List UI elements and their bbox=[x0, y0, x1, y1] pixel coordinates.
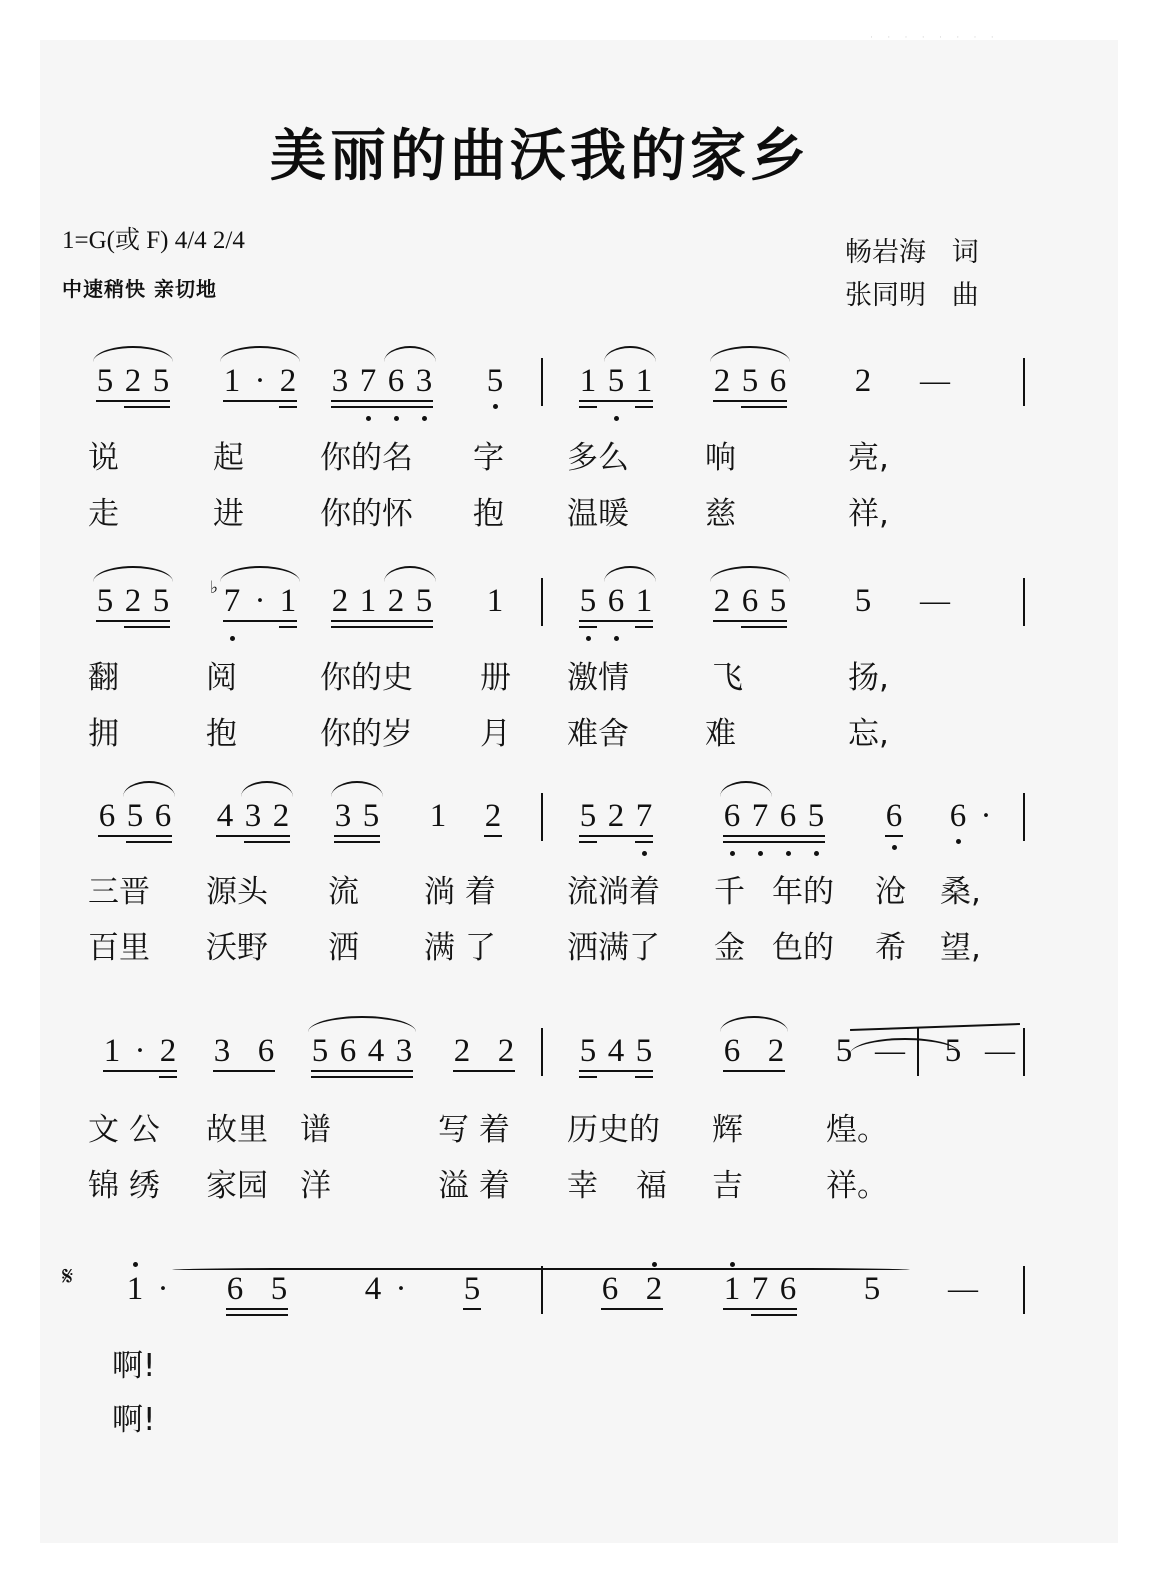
barline bbox=[541, 793, 543, 841]
underline-beam bbox=[635, 841, 653, 843]
augmentation-dot: · bbox=[134, 1033, 146, 1069]
underline-beam bbox=[579, 620, 653, 622]
note: 5 bbox=[741, 363, 759, 399]
underline-beam bbox=[713, 620, 787, 622]
lyric-syllable: 亮, bbox=[848, 440, 889, 476]
underline-beam bbox=[723, 1308, 797, 1310]
lyric-syllable: 历史的 bbox=[567, 1112, 660, 1148]
lyric-syllable: 册 bbox=[480, 660, 511, 696]
lyric-syllable: 希 bbox=[875, 930, 906, 966]
note: 1 bbox=[223, 363, 241, 399]
lyric-syllable: 响 bbox=[705, 440, 736, 476]
barline bbox=[1023, 1028, 1025, 1076]
octave-dot-below bbox=[394, 416, 399, 421]
octave-dot-below bbox=[614, 636, 619, 641]
note: 4 bbox=[364, 1271, 382, 1307]
underline-beam bbox=[279, 406, 297, 408]
note: 2 bbox=[713, 363, 731, 399]
note: 5 bbox=[96, 363, 114, 399]
octave-dot-above bbox=[730, 1262, 735, 1267]
note: 5 bbox=[152, 583, 170, 619]
note: 6 bbox=[226, 1271, 244, 1307]
lyric-syllable: 源头 bbox=[206, 874, 268, 910]
note: 2 bbox=[159, 1033, 177, 1069]
flat-sign: ♭ bbox=[210, 578, 219, 597]
lyric-syllable: 煌。 bbox=[826, 1112, 888, 1148]
note: 3 bbox=[334, 798, 352, 834]
note: 6 bbox=[885, 798, 903, 834]
augmentation-dot: · bbox=[157, 1271, 169, 1307]
underline-beam bbox=[96, 400, 170, 402]
underline-beam bbox=[279, 626, 297, 628]
underline-beam bbox=[124, 626, 170, 628]
underline-beam bbox=[579, 406, 597, 408]
note: 5 bbox=[579, 1033, 597, 1069]
barline bbox=[541, 1028, 543, 1076]
note: 6 bbox=[949, 798, 967, 834]
underline-beam bbox=[741, 406, 787, 408]
underline-beam bbox=[216, 835, 290, 837]
octave-dot-below bbox=[493, 404, 498, 409]
lyric-syllable: 沧 bbox=[875, 874, 906, 910]
note: 7 bbox=[751, 798, 769, 834]
lyric-syllable: 故里 bbox=[206, 1112, 268, 1148]
underline-beam bbox=[723, 1070, 785, 1072]
lyric-syllable: 啊! bbox=[112, 1402, 156, 1438]
underline-beam bbox=[96, 620, 170, 622]
underline-beam bbox=[331, 626, 433, 628]
note: 6 bbox=[98, 798, 116, 834]
underline-beam bbox=[484, 835, 502, 837]
lyric-syllable: 进 bbox=[213, 496, 244, 532]
lyric-syllable: 洒 bbox=[328, 930, 359, 966]
barline bbox=[1023, 358, 1025, 406]
note: 1 bbox=[279, 583, 297, 619]
lyric-syllable: 锦 绣 bbox=[88, 1168, 160, 1204]
lyric-syllable: 祥。 bbox=[826, 1168, 888, 1204]
lyric-syllable: 抱 bbox=[473, 496, 504, 532]
note: 3 bbox=[331, 363, 349, 399]
note: 6 bbox=[779, 798, 797, 834]
lyric-syllable: 洒满了 bbox=[567, 930, 660, 966]
lyric-syllable: 年的 bbox=[772, 874, 834, 910]
underline-beam bbox=[635, 406, 653, 408]
lyric-syllable: 幸 bbox=[567, 1168, 598, 1204]
note: 5 bbox=[854, 583, 872, 619]
barline bbox=[1023, 1266, 1025, 1314]
note: 6 bbox=[387, 363, 405, 399]
lyric-syllable: 拥 bbox=[88, 716, 119, 752]
underline-beam bbox=[723, 841, 825, 843]
lyric-syllable: 家园 bbox=[206, 1168, 268, 1204]
underline-beam bbox=[463, 1308, 481, 1310]
tempo-marking: 中速稍快 亲切地 bbox=[62, 277, 217, 301]
lyric-syllable: 千 bbox=[714, 874, 745, 910]
barline bbox=[541, 578, 543, 626]
octave-dot-below bbox=[786, 851, 791, 856]
underline-beam bbox=[244, 841, 290, 843]
lyric-syllable: 桑, bbox=[940, 874, 981, 910]
underline-beam bbox=[579, 400, 653, 402]
note: 4 bbox=[367, 1033, 385, 1069]
lyric-syllable: 说 bbox=[88, 440, 119, 476]
underline-beam bbox=[635, 626, 653, 628]
note: 7 bbox=[359, 363, 377, 399]
underline-beam bbox=[579, 835, 653, 837]
lyric-syllable: 啊! bbox=[112, 1348, 156, 1384]
lyric-syllable: 色的 bbox=[772, 930, 834, 966]
lyric-syllable: 望, bbox=[940, 930, 981, 966]
note: 2 bbox=[497, 1033, 515, 1069]
note: 6 bbox=[723, 798, 741, 834]
note: 5 bbox=[96, 583, 114, 619]
octave-dot-below bbox=[758, 851, 763, 856]
underline-beam bbox=[331, 406, 433, 408]
underline-beam bbox=[226, 1308, 288, 1310]
lyric-syllable: 写 着 bbox=[438, 1112, 510, 1148]
sustain-dash: — bbox=[875, 1034, 905, 1067]
note: 5 bbox=[126, 798, 144, 834]
note: 2 bbox=[713, 583, 731, 619]
note: 6 bbox=[741, 583, 759, 619]
note: 5 bbox=[579, 798, 597, 834]
note: 6 bbox=[723, 1033, 741, 1069]
octave-dot-below bbox=[892, 845, 897, 850]
lyric-syllable: 多么 bbox=[567, 440, 629, 476]
note: 5 bbox=[270, 1271, 288, 1307]
note: 2 bbox=[124, 583, 142, 619]
underline-beam bbox=[751, 1314, 797, 1316]
underline-beam bbox=[311, 1076, 413, 1078]
lyric-syllable: 满 了 bbox=[424, 930, 496, 966]
lyric-syllable: 溢 着 bbox=[438, 1168, 510, 1204]
barline bbox=[541, 1266, 543, 1314]
note: 5 bbox=[807, 798, 825, 834]
lyric-syllable: 阅 bbox=[206, 660, 237, 696]
augmentation-dot: · bbox=[980, 798, 992, 834]
note: 7 bbox=[223, 583, 241, 619]
note: 1 bbox=[635, 363, 653, 399]
note: 7 bbox=[635, 798, 653, 834]
note: 2 bbox=[484, 798, 502, 834]
phrase-slur bbox=[172, 1268, 910, 1270]
sustain-dash: — bbox=[920, 364, 950, 397]
underline-beam bbox=[601, 1308, 663, 1310]
augmentation-dot: · bbox=[254, 363, 266, 399]
underline-beam bbox=[223, 400, 297, 402]
note: 4 bbox=[216, 798, 234, 834]
lyric-syllable: 流淌着 bbox=[567, 874, 660, 910]
barline bbox=[1023, 578, 1025, 626]
underline-beam bbox=[159, 1076, 177, 1078]
note: 1 bbox=[126, 1271, 144, 1307]
note: 5 bbox=[579, 583, 597, 619]
note: 2 bbox=[387, 583, 405, 619]
lyric-syllable: 谱 bbox=[300, 1112, 331, 1148]
note: 2 bbox=[854, 363, 872, 399]
note: 2 bbox=[272, 798, 290, 834]
note: 5 bbox=[152, 363, 170, 399]
lyric-syllable: 洋 bbox=[300, 1168, 331, 1204]
note: 2 bbox=[124, 363, 142, 399]
underline-beam bbox=[741, 626, 787, 628]
note: 1 bbox=[486, 583, 504, 619]
note: 6 bbox=[607, 583, 625, 619]
lyric-syllable: 飞 bbox=[712, 660, 743, 696]
note: 5 bbox=[362, 798, 380, 834]
key-signature: 1=G(或 F) 4/4 2/4 bbox=[62, 227, 245, 254]
barline bbox=[541, 358, 543, 406]
note: 5 bbox=[835, 1033, 853, 1069]
song-title: 美丽的曲沃我的家乡 bbox=[270, 124, 810, 189]
lyric-syllable: 扬, bbox=[848, 660, 889, 696]
corner-mark: · · · · · · · · bbox=[870, 32, 1000, 42]
composer-credit: 张同明 曲 bbox=[845, 280, 979, 311]
octave-dot-below bbox=[586, 636, 591, 641]
note: 6 bbox=[601, 1271, 619, 1307]
lyric-syllable: 温暖 bbox=[567, 496, 629, 532]
underline-beam bbox=[579, 1070, 653, 1072]
note: 1 bbox=[579, 363, 597, 399]
octave-dot-below bbox=[366, 416, 371, 421]
underline-beam bbox=[579, 841, 597, 843]
note: 7 bbox=[751, 1271, 769, 1307]
lyric-syllable: 月 bbox=[480, 716, 511, 752]
note: 1 bbox=[723, 1271, 741, 1307]
lyric-syllable: 难舍 bbox=[567, 716, 629, 752]
underline-beam bbox=[334, 835, 380, 837]
octave-dot-above bbox=[133, 1262, 138, 1267]
underline-beam bbox=[126, 841, 172, 843]
octave-dot-below bbox=[814, 851, 819, 856]
underline-beam bbox=[213, 1070, 275, 1072]
lyric-syllable: 忘, bbox=[848, 716, 889, 752]
lyric-syllable: 激情 bbox=[567, 660, 629, 696]
note: 5 bbox=[863, 1271, 881, 1307]
lyric-syllable: 沃野 bbox=[206, 930, 268, 966]
lyric-syllable: 祥, bbox=[848, 496, 889, 532]
lyric-syllable: 金 bbox=[714, 930, 745, 966]
note: 6 bbox=[154, 798, 172, 834]
underline-beam bbox=[334, 841, 380, 843]
lyric-syllable: 字 bbox=[473, 440, 504, 476]
lyric-syllable: 翻 bbox=[88, 660, 119, 696]
note: 5 bbox=[463, 1271, 481, 1307]
lyric-syllable: 你的怀 bbox=[320, 496, 413, 532]
octave-dot-below bbox=[730, 851, 735, 856]
underline-beam bbox=[713, 400, 787, 402]
note: 1 bbox=[103, 1033, 121, 1069]
lyric-syllable: 流 bbox=[328, 874, 359, 910]
underline-beam bbox=[579, 1076, 597, 1078]
lyric-syllable: 难 bbox=[705, 716, 736, 752]
sustain-dash: — bbox=[985, 1034, 1015, 1067]
sustain-dash: — bbox=[920, 584, 950, 617]
augmentation-dot: · bbox=[395, 1271, 407, 1307]
octave-dot-below bbox=[956, 839, 961, 844]
underline-beam bbox=[223, 620, 297, 622]
lyric-syllable: 慈 bbox=[705, 496, 736, 532]
underline-beam bbox=[331, 620, 433, 622]
underline-beam bbox=[453, 1070, 515, 1072]
underline-beam bbox=[885, 835, 903, 837]
note: 5 bbox=[635, 1033, 653, 1069]
lyric-syllable: 你的史 bbox=[320, 660, 413, 696]
note: 5 bbox=[769, 583, 787, 619]
note: 5 bbox=[944, 1033, 962, 1069]
lyric-syllable: 抱 bbox=[206, 716, 237, 752]
octave-dot-above bbox=[652, 1262, 657, 1267]
note: 5 bbox=[415, 583, 433, 619]
note: 1 bbox=[359, 583, 377, 619]
note: 5 bbox=[311, 1033, 329, 1069]
note: 1 bbox=[635, 583, 653, 619]
note: 3 bbox=[213, 1033, 231, 1069]
note: 2 bbox=[279, 363, 297, 399]
note: 2 bbox=[453, 1033, 471, 1069]
lyric-syllable: 你的岁 bbox=[320, 716, 413, 752]
note: 2 bbox=[645, 1271, 663, 1307]
augmentation-dot: · bbox=[254, 583, 266, 619]
note: 5 bbox=[607, 363, 625, 399]
lyricist-credit: 畅岩海 词 bbox=[845, 237, 979, 268]
note: 3 bbox=[415, 363, 433, 399]
barline bbox=[1023, 793, 1025, 841]
lyric-syllable: 文 公 bbox=[88, 1112, 160, 1148]
segno-icon: 𝄋 bbox=[62, 1262, 74, 1291]
note: 6 bbox=[779, 1271, 797, 1307]
note: 6 bbox=[769, 363, 787, 399]
lyric-syllable: 起 bbox=[213, 440, 244, 476]
note: 3 bbox=[244, 798, 262, 834]
underline-beam bbox=[723, 835, 825, 837]
note: 2 bbox=[331, 583, 349, 619]
lyric-syllable: 淌 着 bbox=[424, 874, 496, 910]
lyric-syllable: 百里 bbox=[88, 930, 150, 966]
lyric-syllable: 辉 bbox=[712, 1112, 743, 1148]
note: 1 bbox=[429, 798, 447, 834]
note: 2 bbox=[607, 798, 625, 834]
underline-beam bbox=[226, 1314, 288, 1316]
underline-beam bbox=[311, 1070, 413, 1072]
note: 3 bbox=[395, 1033, 413, 1069]
note: 6 bbox=[339, 1033, 357, 1069]
lyric-syllable: 三晋 bbox=[88, 874, 150, 910]
octave-dot-below bbox=[614, 416, 619, 421]
note: 6 bbox=[257, 1033, 275, 1069]
underline-beam bbox=[331, 400, 433, 402]
underline-beam bbox=[124, 406, 170, 408]
lyric-syllable: 走 bbox=[88, 496, 119, 532]
octave-dot-below bbox=[230, 636, 235, 641]
note: 2 bbox=[767, 1033, 785, 1069]
lyric-syllable: 福 bbox=[636, 1168, 667, 1204]
underline-beam bbox=[579, 626, 597, 628]
underline-beam bbox=[635, 1076, 653, 1078]
underline-beam bbox=[103, 1070, 177, 1072]
sustain-dash: — bbox=[948, 1272, 978, 1305]
lyric-syllable: 你的名 bbox=[320, 440, 413, 476]
note: 4 bbox=[607, 1033, 625, 1069]
octave-dot-below bbox=[422, 416, 427, 421]
note: 5 bbox=[486, 363, 504, 399]
octave-dot-below bbox=[642, 851, 647, 856]
lyric-syllable: 吉 bbox=[712, 1168, 743, 1204]
underline-beam bbox=[98, 835, 172, 837]
